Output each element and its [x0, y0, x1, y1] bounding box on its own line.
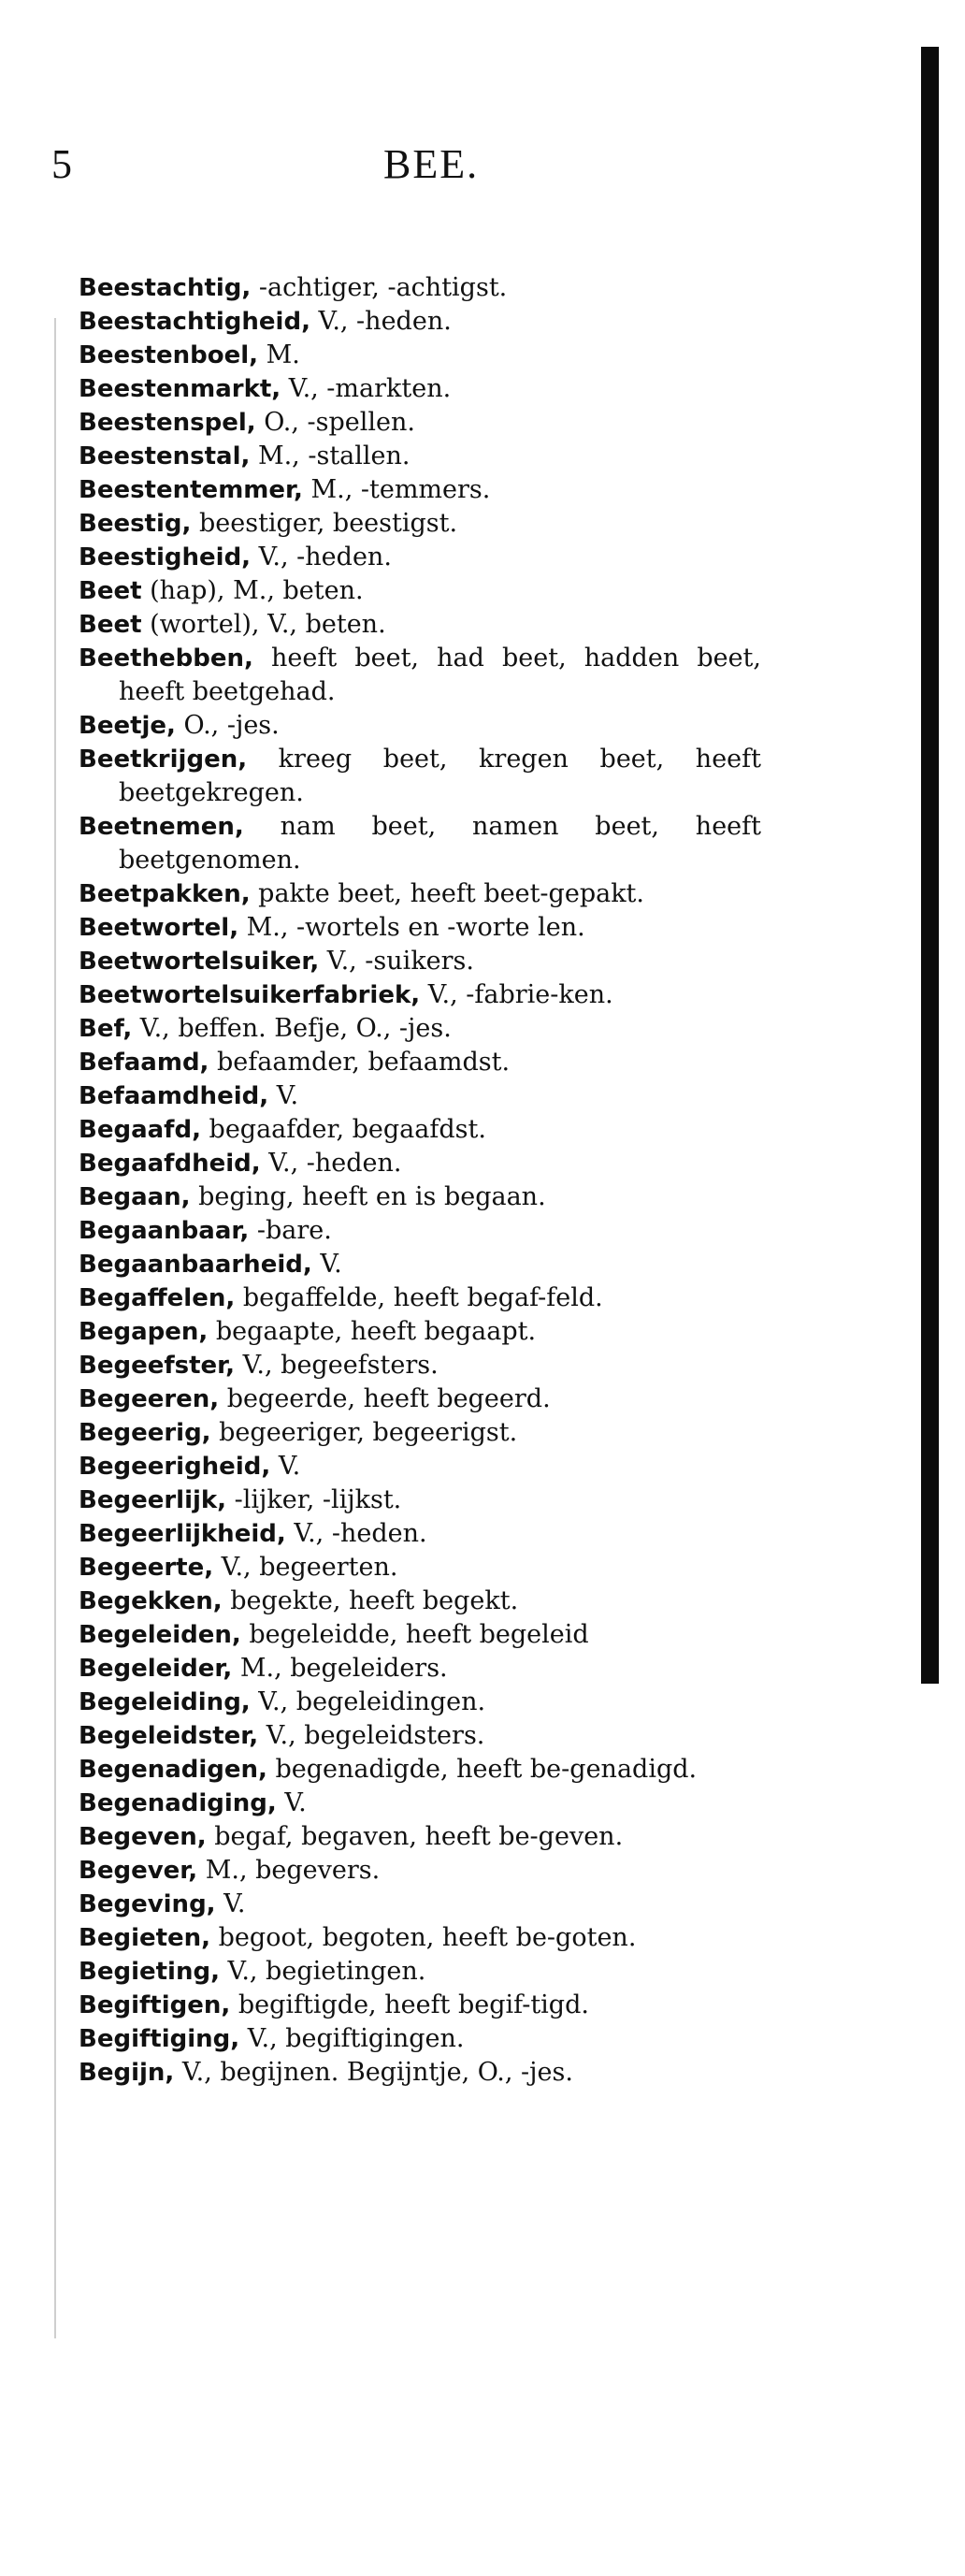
- entry-headword: Beestenboel,: [79, 341, 259, 369]
- entry-definition: M., -stallen.: [250, 441, 410, 470]
- entry-definition: begenadigde, heeft be-genadigd.: [266, 1755, 698, 1784]
- entry-definition: V., begietingen.: [219, 1957, 426, 1986]
- entry-headword: Begaanbaarheid,: [79, 1251, 312, 1279]
- entry-headword: Beestig,: [79, 510, 192, 538]
- entry-definition: V., -markten.: [281, 374, 452, 403]
- entry-headword: Begeleiden,: [79, 1621, 241, 1649]
- entry-definition: -achtiger, -achtigst.: [251, 273, 508, 302]
- dictionary-entry: [79, 1753, 761, 1787]
- entry-definition: nam beet, namen beet, heeft beetgenomen.: [119, 812, 761, 875]
- dictionary-entry: [79, 1888, 761, 1921]
- dictionary-entry: [79, 1854, 761, 1888]
- dictionary-entry: [79, 1147, 761, 1180]
- entry-definition: begaffelde, heeft begaf-feld.: [235, 1283, 603, 1312]
- entry-definition: V., begeefsters.: [235, 1351, 439, 1380]
- dictionary-entry: [79, 877, 761, 911]
- entry-headword: Beetwortelsuikerfabriek,: [79, 981, 421, 1009]
- entry-definition: V.: [276, 1788, 307, 1817]
- dictionary-entry: [79, 2056, 761, 2090]
- entry-definition: begaapte, heeft begaapt.: [208, 1317, 537, 1346]
- dictionary-entry: [79, 372, 761, 406]
- entry-definition: V.: [215, 1889, 246, 1918]
- dictionary-entry: [79, 1921, 761, 1955]
- dictionary-entry: [79, 911, 761, 945]
- entry-definition: begaafder, begaafdst.: [200, 1115, 486, 1144]
- dictionary-entry: [79, 1079, 761, 1113]
- dictionary-entry: [79, 507, 761, 541]
- entry-headword: Begeerigheid,: [79, 1453, 271, 1481]
- entry-headword: Beestachtigheid,: [79, 308, 310, 336]
- entry-headword: Begaafd,: [79, 1116, 201, 1144]
- entry-headword: Begiftigen,: [79, 1991, 231, 2019]
- entry-definition: begaf, begaven, heeft be-geven.: [206, 1822, 624, 1851]
- entry-headword: Begeleiding,: [79, 1688, 251, 1716]
- entry-headword: Begeven,: [79, 1823, 207, 1851]
- entry-definition: V.: [268, 1081, 299, 1110]
- dictionary-entry: [79, 1618, 761, 1652]
- entry-headword: Beet: [79, 611, 142, 639]
- dictionary-entry: [79, 2022, 761, 2056]
- entry-headword: Begieten,: [79, 1924, 211, 1952]
- entry-headword: Beetkrijgen,: [79, 745, 248, 774]
- dictionary-entry: [79, 1382, 761, 1416]
- entry-definition: begeleidde, heeft begeleid: [240, 1620, 589, 1649]
- dictionary-entry: [79, 1349, 761, 1382]
- entry-definition: V., begeleidsters.: [258, 1721, 485, 1750]
- dictionary-entry: [79, 1416, 761, 1450]
- entry-definition: V., -fabrie-ken.: [420, 980, 613, 1009]
- entry-headword: Begiftiging,: [79, 2025, 240, 2053]
- entry-definition: befaamder, befaamdst.: [209, 1048, 511, 1077]
- entry-definition: V., -suikers.: [319, 947, 474, 976]
- dictionary-entry: [79, 743, 761, 810]
- dictionary-entry: [79, 1281, 761, 1315]
- entry-headword: Begapen,: [79, 1318, 209, 1346]
- entry-definition: V., -heden.: [260, 1149, 402, 1178]
- page-number: 5: [51, 141, 72, 187]
- dictionary-entry: [79, 1214, 761, 1248]
- entry-headword: Beet: [79, 577, 142, 605]
- entry-headword: Begeleider,: [79, 1655, 233, 1683]
- entry-headword: Begeerlijk,: [79, 1486, 227, 1514]
- entry-definition: V.: [311, 1250, 342, 1279]
- entry-headword: Begeerlijkheid,: [79, 1520, 286, 1548]
- entry-headword: Begaafdheid,: [79, 1150, 261, 1178]
- entry-headword: Begever,: [79, 1857, 198, 1885]
- entry-headword: Beetje,: [79, 712, 176, 740]
- entry-definition: begeeriger, begeerigst.: [210, 1418, 518, 1447]
- dictionary-entry: [79, 1989, 761, 2022]
- dictionary-entry: [79, 1012, 761, 1046]
- entry-headword: Begaanbaar,: [79, 1217, 250, 1245]
- entry-definition: M.: [258, 340, 300, 369]
- dictionary-entry: [79, 642, 761, 709]
- entry-headword: Beestenstal,: [79, 442, 251, 470]
- entry-definition: begoot, begoten, heeft be-goten.: [210, 1923, 637, 1952]
- entry-headword: Bef,: [79, 1015, 133, 1043]
- entry-definition: -bare.: [249, 1216, 332, 1245]
- entry-headword: Beestachtig,: [79, 274, 252, 302]
- dictionary-entry: [79, 1551, 761, 1585]
- running-head: BEE.: [383, 141, 480, 187]
- entry-headword: Begeeren,: [79, 1385, 220, 1413]
- dictionary-entry: [79, 473, 761, 507]
- dictionary-entry: [79, 339, 761, 372]
- entry-headword: Begaffelen,: [79, 1284, 236, 1312]
- dictionary-entry: [79, 305, 761, 339]
- entry-headword: Beethebben,: [79, 644, 253, 673]
- entry-definition: heeft beet, had beet, hadden beet, heeft beetgehad.: [119, 644, 761, 706]
- dictionary-entry: [79, 440, 761, 473]
- entry-definition: O., -jes.: [175, 711, 280, 740]
- dictionary-entry: [79, 1719, 761, 1753]
- page-edge-bar: [921, 47, 939, 1684]
- dictionary-entry: [79, 541, 761, 574]
- dictionary-entry: [79, 1820, 761, 1854]
- dictionary-entry: [79, 1450, 761, 1483]
- dictionary-entry: [79, 1585, 761, 1618]
- dictionary-entry: [79, 1180, 761, 1214]
- entry-definition: V., beffen. Befje, O., -jes.: [132, 1014, 452, 1043]
- dictionary-entry: [79, 608, 761, 642]
- entry-headword: Begenadigen,: [79, 1756, 267, 1784]
- entry-headword: Begeerte,: [79, 1554, 214, 1582]
- entry-definition: M., begeleiders.: [232, 1654, 448, 1683]
- entry-definition: kreeg beet, kregen beet, heeft beetgekregen.: [119, 745, 761, 807]
- entry-definition: V., -heden.: [285, 1519, 427, 1548]
- entry-definition: O., -spellen.: [255, 408, 416, 437]
- entry-definition: (wortel), V., beten.: [141, 610, 386, 639]
- dictionary-entry: [79, 1113, 761, 1147]
- entry-definition: V., begiftigingen.: [239, 2024, 465, 2053]
- entry-definition: beging, heeft en is begaan.: [190, 1182, 546, 1211]
- entry-definition: beestiger, beestigst.: [191, 509, 458, 538]
- dictionary-entry: [79, 945, 761, 978]
- entry-definition: (hap), M., beten.: [141, 576, 364, 605]
- entry-headword: Beetwortel,: [79, 914, 239, 942]
- entry-definition: begeerde, heeft begeerd.: [219, 1384, 551, 1413]
- entry-headword: Beestentemmer,: [79, 476, 303, 504]
- entry-headword: Beestenmarkt,: [79, 375, 281, 403]
- entry-definition: begekte, heeft begekt.: [222, 1586, 519, 1615]
- entry-definition: pakte beet, heeft beet-gepakt.: [250, 879, 644, 908]
- entry-definition: V., begijnen. Begijntje, O., -jes.: [174, 2058, 573, 2087]
- dictionary-entry: [79, 1652, 761, 1686]
- dictionary-entry: [79, 406, 761, 440]
- dictionary-entry: [79, 574, 761, 608]
- entry-definition: M., -wortels en -worte len.: [238, 913, 585, 942]
- entry-headword: Begaan,: [79, 1183, 191, 1211]
- entry-headword: Begeleidster,: [79, 1722, 259, 1750]
- dictionary-entries: [79, 271, 761, 2090]
- entry-definition: V.: [270, 1452, 301, 1481]
- entry-definition: V., -heden.: [310, 307, 452, 336]
- entry-headword: Beetnemen,: [79, 813, 244, 841]
- entry-headword: Beetpakken,: [79, 880, 251, 908]
- entry-definition: begiftigde, heeft begif-tigd.: [230, 1990, 589, 2019]
- entry-headword: Begekken,: [79, 1587, 223, 1615]
- page-header: [51, 140, 893, 206]
- dictionary-entry: [79, 709, 761, 743]
- entry-headword: Begeerig,: [79, 1419, 211, 1447]
- dictionary-entry: [79, 1517, 761, 1551]
- dictionary-entry: [79, 978, 761, 1012]
- entry-definition: V., begeerten.: [213, 1553, 398, 1582]
- dictionary-entry: [79, 1483, 761, 1517]
- entry-definition: V., begeleidingen.: [250, 1687, 486, 1716]
- entry-headword: Beetwortelsuiker,: [79, 948, 320, 976]
- entry-definition: -lijker, -lijkst.: [226, 1485, 402, 1514]
- dictionary-entry: [79, 1046, 761, 1079]
- entry-headword: Begijn,: [79, 2059, 175, 2087]
- dictionary-entry: [79, 1955, 761, 1989]
- dictionary-entry: [79, 271, 761, 305]
- dictionary-entry: [79, 810, 761, 877]
- entry-definition: M., begevers.: [197, 1856, 381, 1885]
- gutter-line: [54, 318, 56, 2338]
- dictionary-entry: [79, 1248, 761, 1281]
- entry-headword: Beestigheid,: [79, 543, 252, 572]
- dictionary-entry: [79, 1686, 761, 1719]
- dictionary-entry: [79, 1315, 761, 1349]
- entry-headword: Begieting,: [79, 1958, 220, 1986]
- entry-headword: Befaamd,: [79, 1049, 209, 1077]
- entry-headword: Begeving,: [79, 1890, 216, 1918]
- entry-headword: Befaamdheid,: [79, 1082, 269, 1110]
- dictionary-entry: [79, 1787, 761, 1820]
- entry-headword: Beestenspel,: [79, 409, 256, 437]
- entry-definition: M., -temmers.: [302, 475, 491, 504]
- entry-definition: V., -heden.: [251, 543, 392, 572]
- entry-headword: Begeefster,: [79, 1352, 236, 1380]
- entry-headword: Begenadiging,: [79, 1789, 277, 1817]
